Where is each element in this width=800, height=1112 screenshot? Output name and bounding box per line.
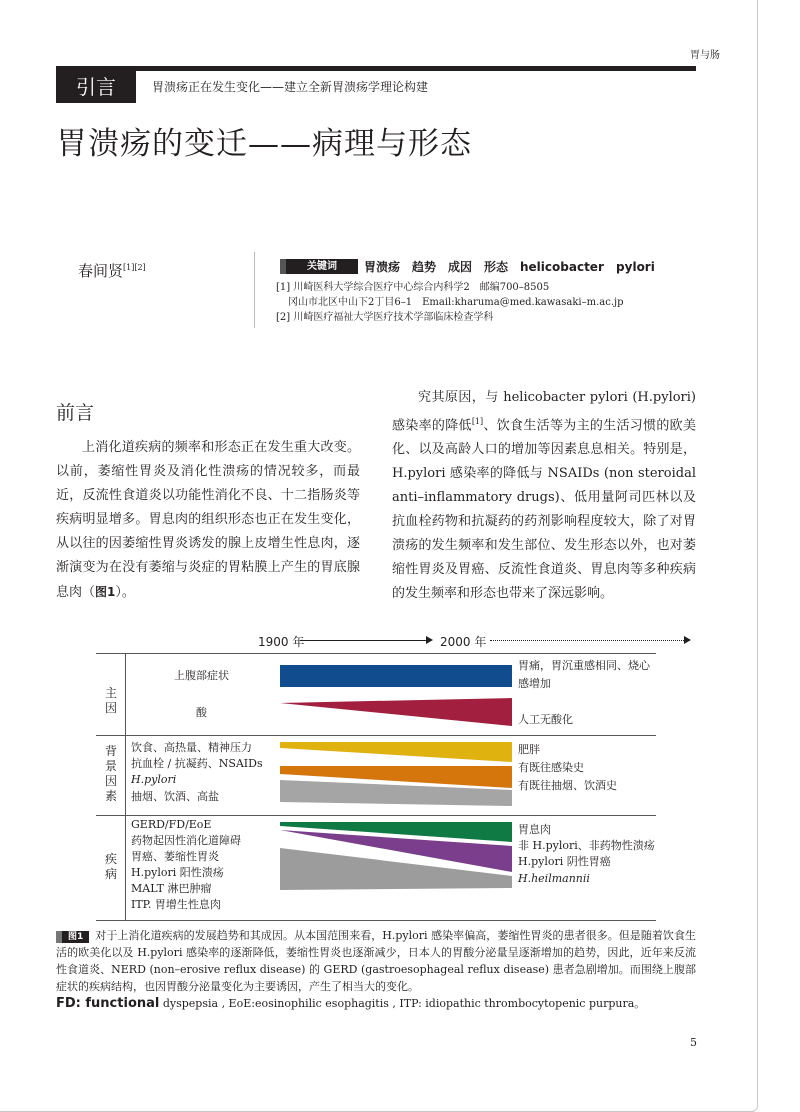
factor-label: 抗血栓 / 抗凝药、NSAIDs: [131, 757, 263, 770]
band-acid: [280, 698, 512, 726]
paragraph: 究其原因，与 helicobacter pylori (H.pylori) 感染率的降低[1]、饮食生活等为主的生活习惯的欧美化、以及高龄人口的增加等因素息息相关。特别是，H.pylori 感染率的降低与 NSAIDs (non steroidal anti–inflammatory drugs)、低用量阿司匹林以及抗血栓药物和抗凝药的药剂影响程度较大，除了对胃溃疡的发生频率和发生部位、发生形态以外，也对萎缩性胃炎及胃癌、反流性食道炎、胃息肉等多种疾病的发生频率和形态也带来了深远影响。: [392, 390, 696, 602]
article-subtitle: 胃溃疡正在发生变化——建立全新胃溃疡学理论构建: [152, 80, 429, 94]
caption-tag: 图1: [56, 931, 89, 943]
group-label-background: 背景因素: [104, 744, 117, 803]
author-refs: [1][2]: [123, 263, 146, 272]
affiliation-2: [2] 川崎医疗福祉大学医疗技术学部临床检查学科: [276, 312, 494, 323]
section-label: 胃与肠: [690, 50, 720, 61]
keywords-label: 关键词: [286, 259, 358, 274]
affiliation-address: 冈山市北区中山下2丁目6–1 Email:kharuma@med.kawasaki–m.ac.jp: [288, 297, 624, 308]
outcome-label: H.pylori 阴性胃癌: [518, 855, 611, 868]
timeline-end: 2000 年: [440, 635, 487, 649]
factor-label: MALT 淋巴肿瘤: [131, 882, 212, 895]
outcome-label: 胃痛，胃沉重感相同、烧心: [518, 659, 650, 672]
factor-label: 药物起因性消化道障碍: [131, 834, 241, 847]
outcome-label: 有既往抽烟、饮酒史: [518, 779, 617, 792]
outcome-label: 胃息肉: [518, 823, 551, 836]
caption-fd-label: FD: functional: [56, 996, 160, 1011]
page-number: 5: [690, 1036, 697, 1049]
caption-abbreviations: dyspepsia , EoE:eosinophilic esophagitis , ITP: idiopathic thrombocytopenic purpura。: [159, 997, 646, 1010]
factor-label: 酸: [196, 706, 207, 719]
factor-label: 上腹部症状: [174, 669, 229, 682]
author-name: 春间贤: [78, 262, 124, 280]
outcome-label: 有既往感染史: [518, 761, 584, 774]
caption-text: 对于上消化道疾病的发展趋势和其成因。从本国范围来看，H.pylori 感染率偏高，萎缩性胃炎的患者很多。但是随着饮食生活的欧美化以及 H.pylori 感染率的逐渐降低，萎缩性胃炎也逐渐减少，日本人的胃酸分泌量呈逐渐增加的趋势，因此，近年来反流性食道炎、NERD (non–erosive reflux disease) 的 GERD (gastroesophageal reflux disease) 患者急剧增加。而围绕上腹部症状的疾病结构，也因胃酸分泌量变化为主要诱因，产生了相当大的变化。: [56, 929, 696, 993]
group-label-disease: 疾病: [104, 852, 117, 881]
factor-label: ITP. 胃增生性息肉: [131, 898, 221, 911]
article-title: 胃溃疡的变迁——病理与形态: [56, 126, 472, 162]
group-label-main-cause: 主因: [104, 686, 117, 715]
outcome-label: 感增加: [518, 677, 551, 690]
paragraph: 上消化道疾病的频率和形态正在发生重大改变。以前，萎缩性胃炎及消化性溃疡的情况较多，而最近，反流性食道炎以功能性消化不良、十二指肠炎等疾病明显增多。胃息肉的组织形态也正在发生变化，从以往的因萎缩性胃炎诱发的腺上皮增生性息肉，逐渐演变为在没有萎缩与炎症的胃粘膜上产生的胃底腺息肉（图1）。: [56, 440, 360, 600]
outcome-label: 非 H.pylori、非药物性溃疡: [518, 839, 655, 852]
keywords-list: 胃溃疡 趋势 成因 形态 helicobacter pylori: [364, 260, 655, 274]
factor-label: H.pylori: [131, 773, 177, 786]
timeline-start: 1900 年: [258, 635, 305, 649]
outcome-label: 人工无酸化: [518, 713, 573, 726]
band-diet: [280, 742, 512, 762]
band-upper-abdominal-symptoms: [280, 665, 512, 687]
outcome-label: H.heilmannii: [518, 872, 590, 885]
factor-label: GERD/FD/EoE: [131, 818, 212, 831]
figure-reference[interactable]: 图1: [95, 585, 116, 599]
citation-reference[interactable]: [1]: [471, 417, 484, 426]
factor-label: 饮食、高热量、精神压力: [131, 741, 252, 754]
figure-caption: [56, 927, 696, 1012]
affiliation-1: [1] 川崎医科大学综合医疗中心综合内科学2 邮编700–8505: [276, 282, 550, 293]
factor-label: 胃癌、萎缩性胃炎: [131, 850, 219, 863]
intro-label: 引言: [56, 71, 136, 103]
section-heading: 前言: [56, 402, 95, 424]
factor-label: H.pylori 阳性溃疡: [131, 866, 224, 879]
outcome-label: 肥胖: [518, 743, 540, 756]
factor-label: 抽烟、饮酒、高盐: [131, 790, 219, 803]
